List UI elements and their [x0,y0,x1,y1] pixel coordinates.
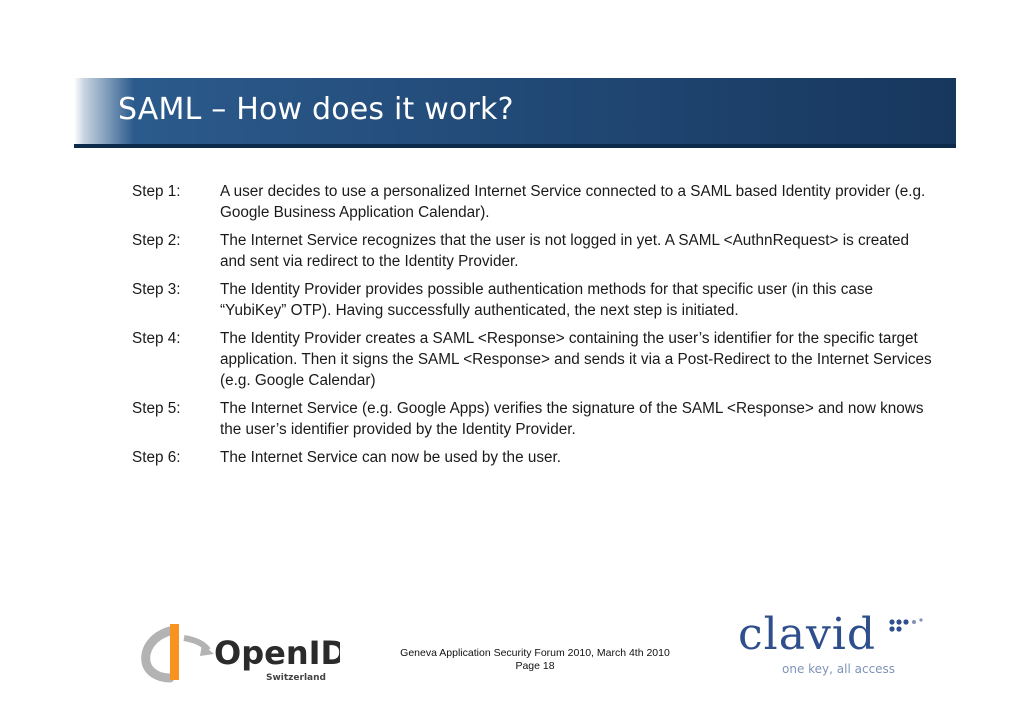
step-text: A user decides to use a personalized Internet Service connected to a SAML based Identity provider (e.g. Google Business Application Calendar). [220,183,926,221]
step-row [132,447,932,468]
step-label: Step 5: [132,400,181,417]
openid-mark-icon [140,620,340,686]
footer [360,647,710,673]
step-row [132,230,932,272]
openid-wordmark: OpenID [214,634,340,672]
step-row [132,279,932,321]
steps-list [132,181,932,475]
openid-logo [140,620,340,686]
step-label: Step 6: [132,449,181,466]
step-text: The Internet Service (e.g. Google Apps) verifies the signature of the SAML <Response> and now knows the user’s identifier provided by the Identity Provider. [220,400,924,438]
step-text: The Internet Service recognizes that the user is not logged in yet. A SAML <AuthnRequest> is created and sent via redirect to the Identity Provider. [220,232,910,270]
footer-page: Page 18 [515,660,555,672]
clavid-tagline: one key, all access [782,662,896,676]
step-row [132,181,932,223]
clavid-logo [738,610,938,680]
step-label: Step 1: [132,183,181,200]
clavid-dots-icon [888,616,932,636]
step-text: The Identity Provider provides possible authentication methods for that specific user (in this case “YubiKey” OTP). Having successfully authenticated, the next step is initiated. [220,281,874,319]
clavid-wordmark: clavid [738,609,877,660]
step-text: The Internet Service can now be used by the user. [220,449,561,466]
step-label: Step 2: [132,232,181,249]
footer-event: Geneva Application Security Forum 2010, March 4th 2010 [400,647,670,659]
step-row [132,398,932,440]
step-label: Step 4: [132,330,181,347]
step-text: The Identity Provider creates a SAML <Response> containing the user’s identifier for the specific target application. Then it signs the SAML <Response> and sends it via a Post-Redirect to the Internet Services (e.g. Google Calendar) [220,330,932,389]
step-row [132,328,932,391]
openid-sub: Switzerland [266,673,326,683]
slide-title: SAML – How does it work? [118,92,514,127]
step-label: Step 3: [132,281,181,298]
